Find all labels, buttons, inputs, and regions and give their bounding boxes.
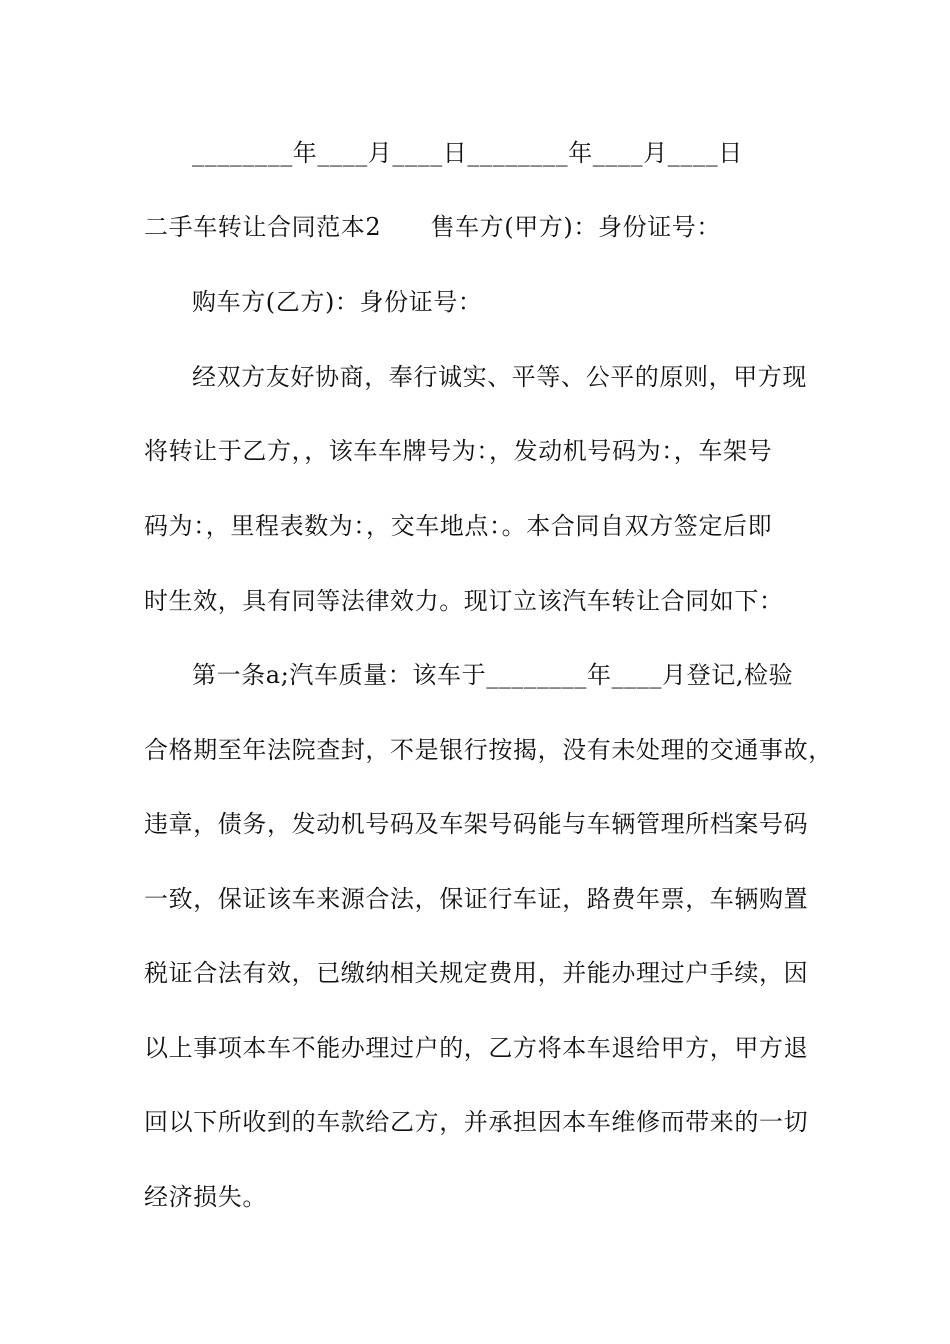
paragraph-line: 违章，债务，发动机号码及车架号码能与车辆管理所档案号码 — [144, 810, 809, 838]
paragraph-line: 合格期至年法院查封，不是银行按揭，没有未处理的交通事故， — [144, 736, 833, 764]
paragraph-line: 经双方友好协商，奉行诚实、平等、公平的原则，甲方现 — [192, 363, 807, 391]
title-and-seller-line: 二手车转让合同范本2 售车方(甲方)：身份证号： — [144, 213, 721, 241]
paragraph-line: 一致，保证该车来源合法，保证行车证，路费年票，车辆购置 — [144, 885, 809, 913]
paragraph-line: 税证合法有效，已缴纳相关规定费用，并能办理过户手续，因 — [144, 959, 809, 987]
paragraph-line: 码为：，里程表数为：，交车地点：。本合同自双方签定后即 — [144, 512, 773, 540]
article-one-line: 第一条a;汽车质量：该车于________年____月登记,检验 — [192, 661, 794, 689]
paragraph-line: 以上事项本车不能办理过户的，乙方将本车退给甲方，甲方退 — [144, 1034, 809, 1062]
paragraph-line: 经济损失。 — [144, 1183, 267, 1211]
paragraph-line: 将转让于乙方，，该车车牌号为：，发动机号码为：，车架号 — [144, 437, 773, 465]
paragraph-line: 时生效，具有同等法律效力。现订立该汽车转让合同如下： — [144, 587, 784, 615]
date-line: ________年____月____日________年____月____日 — [192, 139, 743, 167]
buyer-line: 购车方(乙方)：身份证号： — [192, 288, 483, 316]
paragraph-line: 回以下所收到的车款给乙方，并承担因本车维修而带来的一切 — [144, 1108, 809, 1136]
